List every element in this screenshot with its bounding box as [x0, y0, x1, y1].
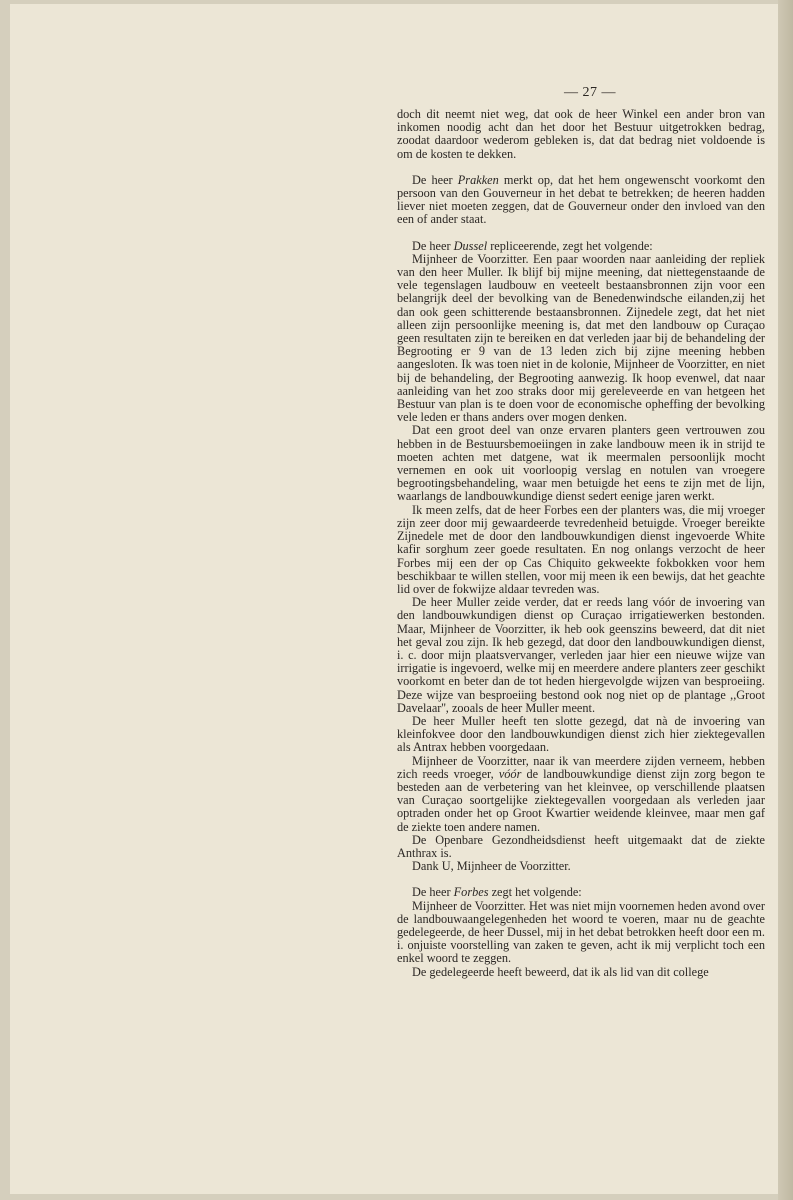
paragraph-text: merkt op, dat het hem ongewenscht voorkomt den persoon van den Gouverneur in het debat te betrekken; de heeren hadden liever niet moeten zeggen, dat de Gouverneur onder den invloed van den een of ander staat. — [397, 172, 765, 227]
paragraph-text: De gedelegeerde heeft beweerd, dat ik als lid van dit college — [412, 964, 709, 979]
page-number: — 27 — — [564, 85, 616, 100]
paragraph-text: Mijnheer de Voorzitter. Het was niet mijn voornemen heden avond over de landbouwaangelegenheden het woord te voeren, maar nu de geachte gedelegeerde, de heer Dussel, mij in het debat betrokken heeft door een m. i. onjuiste voorstelling van zaken te geven, acht ik mij verplicht toch een enkel woord te zeggen. — [397, 898, 765, 966]
paragraph-2 — [397, 174, 765, 227]
paragraph-14 — [397, 966, 765, 979]
paragraph-10 — [397, 834, 765, 860]
paragraph-text: Mijnheer de Voorzitter. Een paar woorden naar aanleiding der repliek van den heer Muller. Ik blijf bij mijne meening, dat niettegenstaande de vele tegenslagen laudbouw en veeteelt bestaansbronnen zijn voor een belangrijk deel der bevolking van de Benedenwindsche eilanden,zij het dan ook geen schitterende bestaansbronnen. Zijnedele zegt, dat het niet alleen zijn persoonlijke meening is, dat met den landbouw op Curaçao geen resultaten zijn te bereiken en dat verleden jaar bij de behandeling der Begrooting er 9 van de 13 leden zich bij zijne meening hebben aangesloten. Ik was toen niet in de kolonie, Mijnheer de Voorzitter, en niet bij de behandeling, der Begrooting aanwezig. Ik hoop evenwel, dat naar aanleiding van het zoo straks door mij gereleveerde en van hetgeen het Bestuur van plan is te doen voor de economische opheffing der bevolking vele leden er thans anders over mogen denken. — [397, 251, 765, 425]
paragraph-13 — [397, 900, 765, 966]
paragraph-text: De heer — [412, 238, 454, 253]
body-text — [397, 108, 765, 979]
paragraph-4 — [397, 253, 765, 425]
paragraph-text: Ik meen zelfs, dat de heer Forbes een der planters was, die mij vroeger zijn zeer door mij gewaardeerde tevredenheid betuigde. Vroeger bereikte Zijnedele met de door den landbouwkundigen dienst ingevoerde White kafir sorghum zeer goede resultaten. En nog onlangs verzocht de heer Forbes mij een der op Cas Chiquito gekweekte fokbokken voor hem beschikbaar te willen stellen, voor mij meen ik een bewijs, dat het geachte lid over de fokwijze aldaar tevreden was. — [397, 502, 765, 596]
paragraph-text: Mijnheer de Voorzitter, naar ik van meerdere zijden verneem, hebben zich reeds vroeger, — [397, 753, 765, 781]
paragraph-7 — [397, 596, 765, 715]
emphasis: vóór — [498, 766, 522, 781]
paragraph-text: Dat een groot deel van onze ervaren planters geen vertrouwen zou hebben in de Bestuursbemoeiingen in zake landbouw meen ik in strijd te moeten achten met datgene, wat ik meermalen persoonlijk mocht vernemen en ook uit voorloopig verslag en notulen van vroegere begrootingsbehandeling, waar men betuigde het eens te zijn met de lijn, waarlangs de landbouwkundige dienst sedert eenige jaren werkt. — [397, 423, 765, 504]
page-edge — [778, 0, 793, 1200]
paragraph-text: De heer — [412, 885, 454, 900]
speaker-name: Forbes — [453, 885, 489, 900]
paragraph-text: De Openbare Gezondheidsdienst heeft uitgemaakt dat de ziekte Anthrax is. — [397, 832, 765, 860]
paragraph-text: zegt het volgende: — [488, 885, 582, 900]
paragraph-11 — [397, 860, 765, 873]
paragraph-9 — [397, 755, 765, 834]
paragraph-1 — [397, 108, 765, 161]
paragraph-text: doch dit neemt niet weg, dat ook de heer Winkel een ander bron van inkomen noodig acht dan het door het Bestuur uitgetrokken bedrag, zoodat daardoor wederom gebleken is, dat dat bedrag niet voldoende is om de kosten te dekken. — [397, 107, 765, 161]
paragraph-5 — [397, 424, 765, 503]
paragraph-text: de landbouwkundige dienst zijn zorg begon te besteden aan de verbetering van het kleinvee, op verschillende plaatsen van Curaçao soortgelijke ziektegevallen voorgedaan als verleden jaar optraden onder het op Groot Kwartier weidende kleinvee, maar men gaf de ziekte toen andere namen. — [397, 766, 766, 834]
paragraph-text: De heer Muller zeide verder, dat er reeds lang vóór de invoering van den landbouwkundigen dienst op Curaçao irrigatiewerken bestonden. Maar, Mijnheer de Voorzitter, ik heb ook geenszins beweerd, dat dit niet het geval zou zijn. Ik heb gezegd, dat door den landbouwkundigen dienst, i. c. door mijn plaatsvervanger, verleden jaar hier een nieuwe wijze van irrigatie is ingevoerd, welke mij en meerdere andere planters zeer geschikt voorkomt en beter dan de tot heden hiergevolgde wijzen van besproeiing. Deze wijze van besproeiing bestond ook nog niet op de plantage ,,Groot Davelaar'', zooals de heer Muller meent. — [397, 595, 765, 715]
paragraph-text: De heer — [412, 172, 458, 187]
paragraph-text: De heer Muller heeft ten slotte gezegd, dat nà de invoering van kleinfokvee door den landbouwkundigen dienst zich hier ziektegevallen als Antrax hebben voorgedaan. — [397, 713, 765, 755]
paragraph-8 — [397, 715, 765, 755]
speaker-name: Prakken — [457, 172, 499, 187]
paragraph-6 — [397, 504, 765, 596]
speaker-name: Dussel — [453, 238, 488, 253]
paragraph-text: repliceerende, zegt het volgende: — [487, 238, 653, 253]
paragraph-text: Dank U, Mijnheer de Voorzitter. — [412, 859, 571, 874]
